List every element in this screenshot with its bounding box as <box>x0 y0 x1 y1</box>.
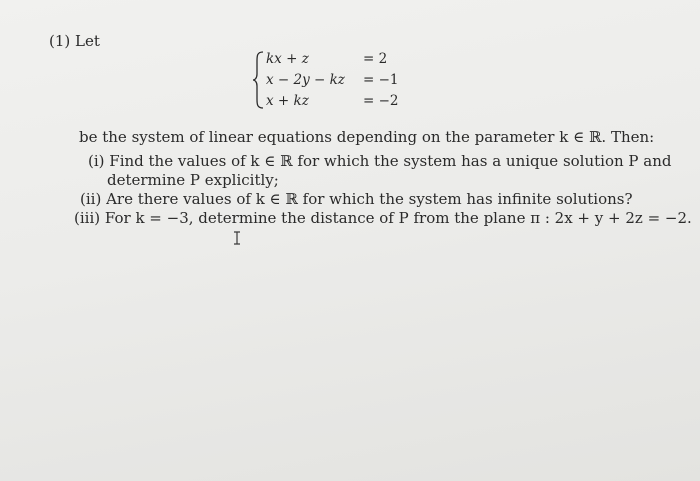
part-i-text: Find the values of k ∈ ℝ for which the system has a unique solution P and <box>109 152 672 170</box>
part-i-continuation: determine P explicitly; <box>107 171 279 189</box>
problem-intro: Let <box>75 32 100 50</box>
part-iii <box>74 209 692 227</box>
equation-3-rhs: = −2 <box>363 93 399 109</box>
part-ii <box>80 190 633 208</box>
equation-3-lhs: x + kz <box>266 93 309 109</box>
part-iii-label: (iii) <box>74 209 101 227</box>
part-ii-label: (ii) <box>80 190 102 208</box>
part-iii-text: For k = −3, determine the distance of P from the plane π : 2x + y + 2z = −2. <box>104 209 692 227</box>
equation-1-rhs: = 2 <box>363 51 388 67</box>
equation-2-rhs: = −1 <box>363 72 399 88</box>
system-brace <box>252 51 264 109</box>
text-ibeam-cursor-icon <box>232 231 242 245</box>
problem-header <box>49 32 100 50</box>
equation-2-lhs: x − 2y − kz <box>266 72 345 88</box>
part-i <box>88 152 672 170</box>
equation-1-lhs: kx + z <box>266 51 309 67</box>
part-i-label: (i) <box>88 152 105 170</box>
system-description: be the system of linear equations depending on the parameter k ∈ ℝ. Then: <box>79 128 655 146</box>
problem-number: (1) <box>49 32 71 50</box>
part-ii-text: Are there values of k ∈ ℝ for which the system has infinite solutions? <box>106 190 633 208</box>
